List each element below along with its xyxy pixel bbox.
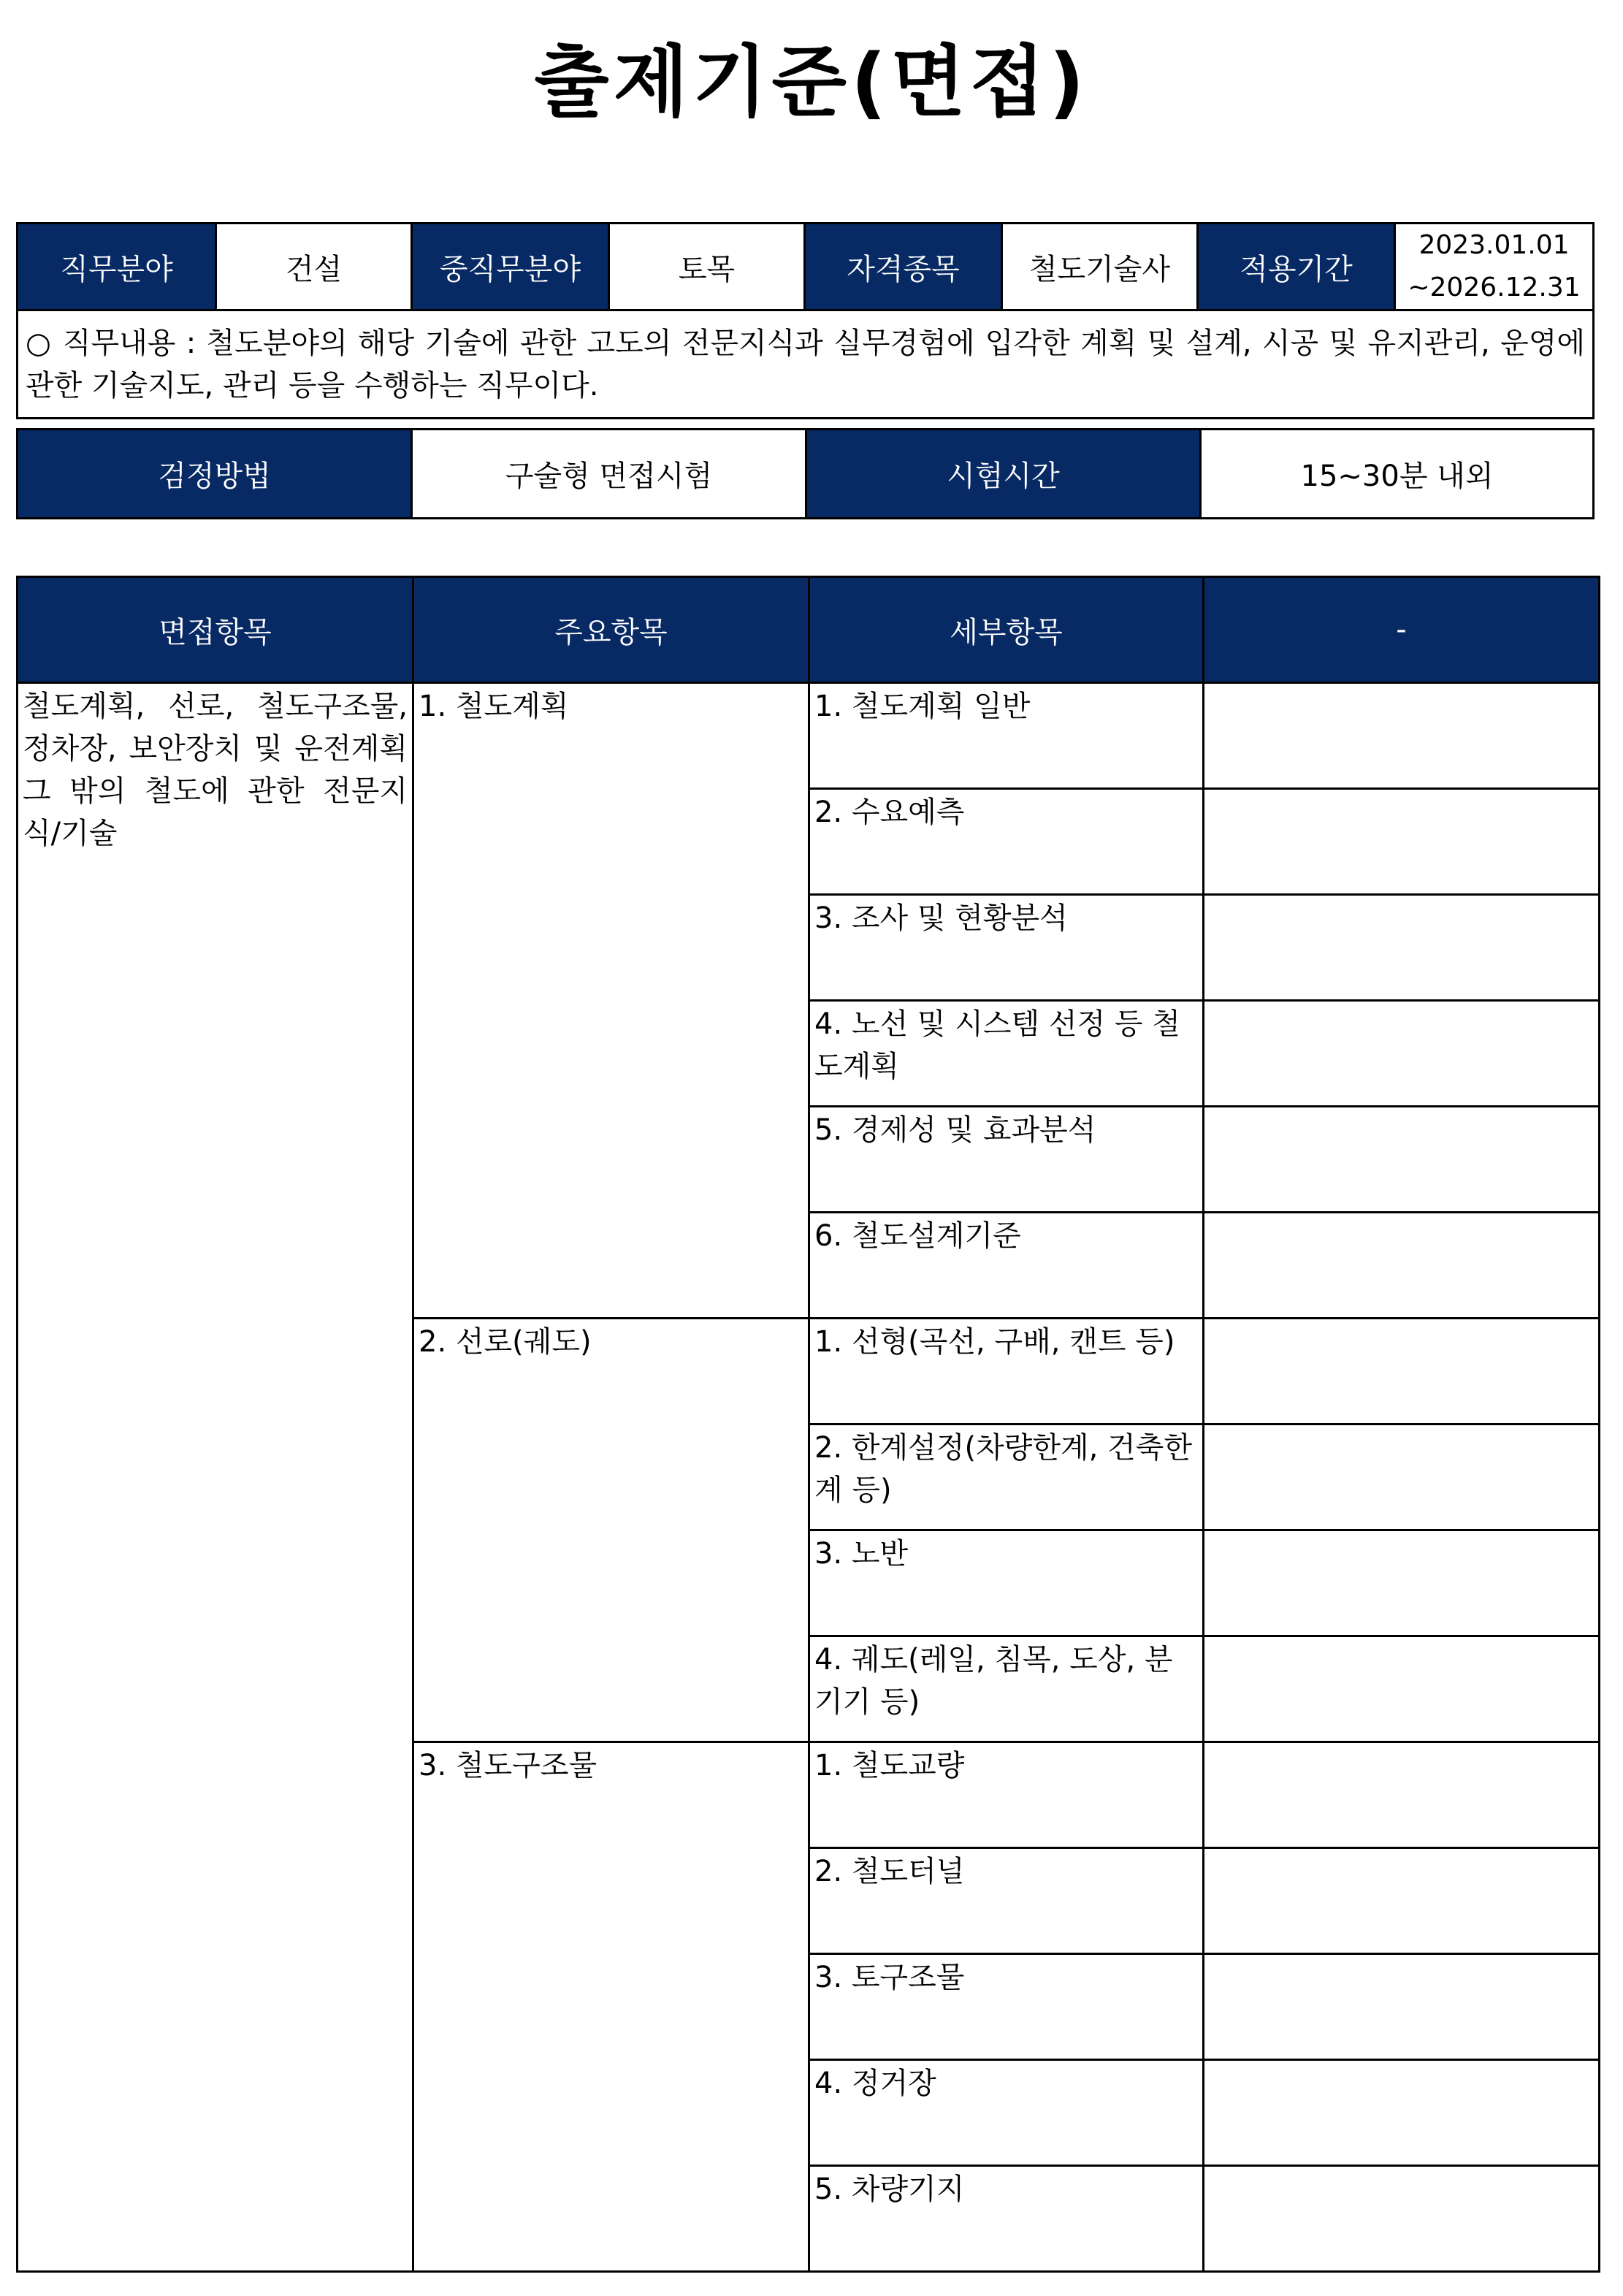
empty-cell — [1204, 1530, 1600, 1636]
detail-item-cell: 5. 차량기지 — [809, 2166, 1204, 2272]
period-start: 2023.01.01 — [1418, 230, 1570, 260]
detail-item-cell: 1. 철도계획 일반 — [809, 683, 1204, 789]
method-label: 검정방법 — [18, 430, 412, 519]
empty-cell — [1204, 789, 1600, 895]
empty-cell — [1204, 895, 1600, 1001]
period-end: ~2026.12.31 — [1408, 272, 1581, 302]
duty-description: ○ 직무내용 : 철도분야의 해당 기술에 관한 고도의 전문지식과 실무경험에 입각한 계획 및 설계, 시공 및 유지관리, 운영에 관한 기술지도, 관리 등을 수행하는 직무이다. — [18, 310, 1594, 419]
period-value — [1395, 224, 1594, 310]
period-label: 적용기간 — [1198, 224, 1395, 310]
main-item-cell: 3. 철도구조물 — [413, 1742, 809, 2272]
detail-item-cell: 6. 철도설계기준 — [809, 1213, 1204, 1319]
detail-item-cell: 4. 궤도(레일, 침목, 도상, 분기기 등) — [809, 1636, 1204, 1742]
column-header-main-item: 주요항목 — [413, 577, 809, 683]
detail-item-cell: 1. 철도교량 — [809, 1742, 1204, 1848]
main-item-cell: 2. 선로(궤도) — [413, 1319, 809, 1742]
time-value: 15~30분 내외 — [1201, 430, 1594, 519]
page-title: 출제기준(면접) — [534, 37, 1089, 127]
empty-cell — [1204, 1636, 1600, 1742]
header-table — [16, 222, 1595, 419]
detail-item-cell: 2. 한계설정(차량한계, 건축한계 등) — [809, 1424, 1204, 1530]
empty-cell — [1204, 1319, 1600, 1424]
method-value: 구술형 면접시험 — [412, 430, 806, 519]
detail-item-cell: 5. 경제성 및 효과분석 — [809, 1107, 1204, 1213]
detail-item-cell: 2. 철도터널 — [809, 1848, 1204, 1954]
column-header-dash: - — [1204, 577, 1600, 683]
empty-cell — [1204, 1107, 1600, 1213]
criteria-table — [16, 576, 1600, 2273]
empty-cell — [1204, 1848, 1600, 1954]
sub-field-value: 토목 — [609, 224, 805, 310]
empty-cell — [1204, 683, 1600, 789]
interview-item-cell: 철도계획, 선로, 철도구조물, 정차장, 보안장치 및 운전계획 그 밖의 철도에 관한 전문지식/기술 — [18, 683, 413, 2272]
main-item-cell: 1. 철도계획 — [413, 683, 809, 1319]
time-label: 시험시간 — [806, 430, 1201, 519]
empty-cell — [1204, 1424, 1600, 1530]
detail-item-cell: 1. 선형(곡선, 구배, 캔트 등) — [809, 1319, 1204, 1424]
cert-value: 철도기술사 — [1002, 224, 1198, 310]
empty-cell — [1204, 2060, 1600, 2166]
sub-field-label: 중직무분야 — [412, 224, 609, 310]
empty-cell — [1204, 1742, 1600, 1848]
detail-item-cell: 2. 수요예측 — [809, 789, 1204, 895]
table-row — [18, 683, 1600, 789]
detail-item-cell: 3. 노반 — [809, 1530, 1204, 1636]
empty-cell — [1204, 1954, 1600, 2060]
empty-cell — [1204, 2166, 1600, 2272]
empty-cell — [1204, 1001, 1600, 1107]
detail-item-cell: 4. 노선 및 시스템 선정 등 철도계획 — [809, 1001, 1204, 1107]
column-header-interview-item: 면접항목 — [18, 577, 413, 683]
column-header-detail-item: 세부항목 — [809, 577, 1204, 683]
empty-cell — [1204, 1213, 1600, 1319]
method-table — [16, 428, 1595, 519]
detail-item-cell: 3. 조사 및 현황분석 — [809, 895, 1204, 1001]
detail-item-cell: 3. 토구조물 — [809, 1954, 1204, 2060]
cert-label: 자격종목 — [805, 224, 1002, 310]
job-field-label: 직무분야 — [18, 224, 216, 310]
job-field-value: 건설 — [216, 224, 412, 310]
detail-item-cell: 4. 정거장 — [809, 2060, 1204, 2166]
